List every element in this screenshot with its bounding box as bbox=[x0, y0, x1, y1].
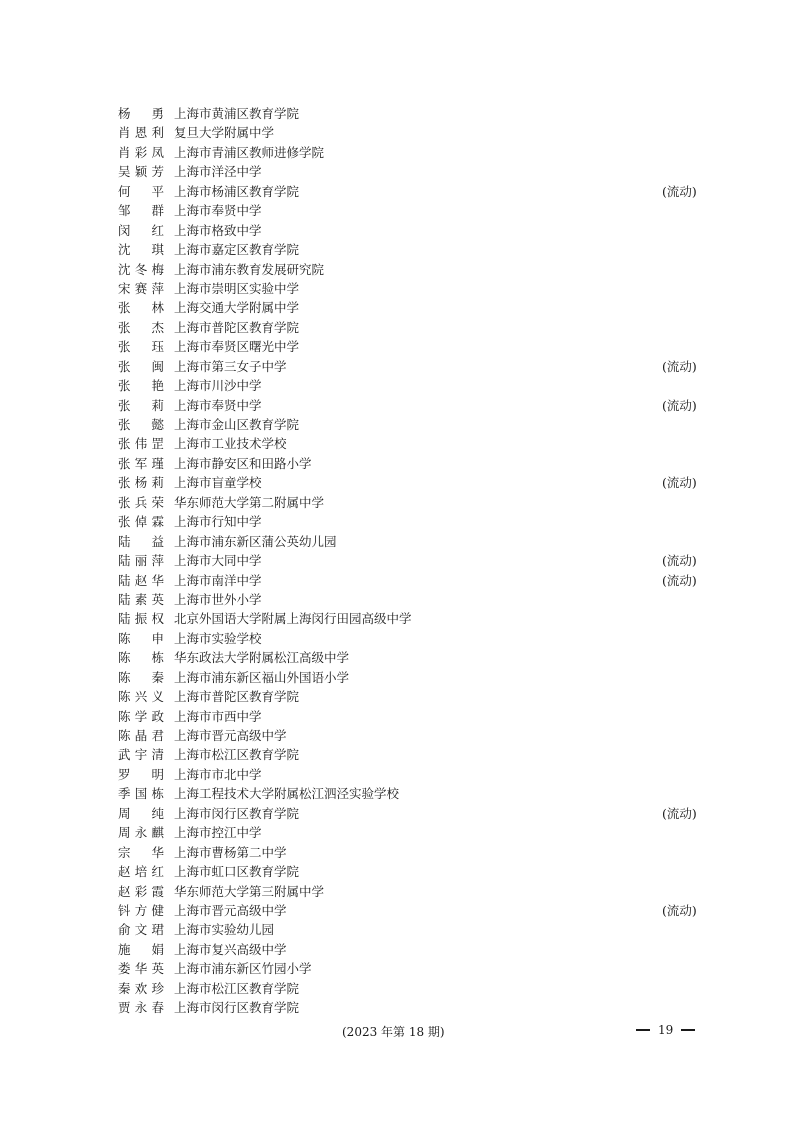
list-item bbox=[118, 376, 718, 395]
list-item bbox=[118, 434, 718, 453]
person-name: 张 莉 bbox=[118, 397, 164, 413]
list-item bbox=[118, 551, 718, 570]
organization-name: 上海市崇明区实验中学 bbox=[174, 280, 300, 296]
list-item bbox=[118, 648, 718, 667]
person-name: 张 珏 bbox=[118, 339, 164, 355]
organization-name: 上海市晋元高级中学 bbox=[174, 902, 287, 918]
list-item bbox=[118, 532, 718, 551]
list-item bbox=[118, 998, 718, 1017]
list-item bbox=[118, 901, 718, 920]
person-name: 陈 申 bbox=[118, 630, 164, 646]
mobile-note: (流动) bbox=[662, 553, 697, 569]
page-number-value: 19 bbox=[658, 1023, 674, 1037]
person-name: 武宇清 bbox=[118, 747, 164, 763]
mobile-note: (流动) bbox=[662, 572, 697, 588]
list-item bbox=[118, 823, 718, 842]
organization-name: 上海市复兴高级中学 bbox=[174, 941, 287, 957]
organization-name: 上海市第三女子中学 bbox=[174, 358, 287, 374]
person-name: 陆丽萍 bbox=[118, 553, 164, 569]
organization-name: 上海市奉贤区曙光中学 bbox=[174, 339, 300, 355]
person-name: 陆 益 bbox=[118, 533, 164, 549]
list-item bbox=[118, 629, 718, 648]
person-name: 张倬霖 bbox=[118, 514, 164, 530]
organization-name: 上海市杨浦区教育学院 bbox=[174, 183, 300, 199]
organization-name: 上海市曹杨第二中学 bbox=[174, 844, 287, 860]
person-name: 宗 华 bbox=[118, 844, 164, 860]
mobile-note: (流动) bbox=[662, 183, 697, 199]
list-item bbox=[118, 279, 718, 298]
list-item bbox=[118, 687, 718, 706]
organization-name: 上海市行知中学 bbox=[174, 514, 262, 530]
list-item bbox=[118, 454, 718, 473]
organization-name: 华东师范大学第三附属中学 bbox=[174, 883, 325, 899]
list-item bbox=[118, 337, 718, 356]
mobile-note: (流动) bbox=[662, 358, 697, 374]
organization-name: 上海市实验幼儿园 bbox=[174, 922, 275, 938]
person-name: 陆素英 bbox=[118, 591, 164, 607]
person-name: 陈晶君 bbox=[118, 728, 164, 743]
person-name: 周永麒 bbox=[118, 825, 164, 841]
organization-name: 上海市浦东新区竹园小学 bbox=[174, 961, 312, 977]
person-name: 陈兴义 bbox=[118, 689, 164, 705]
person-name: 陈学政 bbox=[118, 708, 164, 724]
list-item bbox=[118, 784, 718, 803]
list-item bbox=[118, 804, 718, 823]
list-item bbox=[118, 240, 718, 259]
person-name: 张 杰 bbox=[118, 319, 164, 335]
list-item bbox=[118, 940, 718, 959]
list-item bbox=[118, 745, 718, 764]
list-item bbox=[118, 590, 718, 609]
person-name: 张伟罡 bbox=[118, 436, 164, 452]
organization-name: 复旦大学附属中学 bbox=[174, 125, 275, 141]
list-item bbox=[118, 979, 718, 998]
dash-left bbox=[636, 1029, 650, 1031]
person-name: 张 闽 bbox=[118, 358, 164, 374]
list-item bbox=[118, 493, 718, 512]
person-name: 杨 勇 bbox=[118, 106, 164, 121]
list-item bbox=[118, 668, 718, 687]
organization-name: 上海市嘉定区教育学院 bbox=[174, 242, 300, 258]
mobile-note: (流动) bbox=[662, 805, 697, 821]
person-name: 季国栋 bbox=[118, 786, 164, 802]
person-name: 贾永春 bbox=[118, 1000, 164, 1016]
list-item bbox=[118, 609, 718, 628]
organization-name: 上海市奉贤中学 bbox=[174, 203, 262, 219]
organization-name: 上海市青浦区教师进修学院 bbox=[174, 144, 325, 160]
person-name: 陈 栋 bbox=[118, 650, 164, 666]
organization-name: 上海市南洋中学 bbox=[174, 572, 262, 588]
person-name: 张 艳 bbox=[118, 378, 164, 394]
person-name: 宋赛萍 bbox=[118, 280, 164, 296]
organization-name: 上海市世外小学 bbox=[174, 591, 262, 607]
person-name: 邹 群 bbox=[118, 203, 164, 219]
list-item bbox=[118, 920, 718, 939]
person-name: 张兵荣 bbox=[118, 494, 164, 510]
list-item bbox=[118, 143, 718, 162]
organization-name: 上海市奉贤中学 bbox=[174, 397, 262, 413]
personnel-list bbox=[118, 104, 718, 1018]
page-number bbox=[636, 1023, 695, 1037]
list-item bbox=[118, 298, 718, 317]
person-name: 赵彩霞 bbox=[118, 883, 164, 899]
person-name: 沈 琪 bbox=[118, 242, 164, 258]
organization-name: 上海市闵行区教育学院 bbox=[174, 805, 300, 821]
list-item bbox=[118, 415, 718, 434]
organization-name: 上海市格致中学 bbox=[174, 222, 262, 238]
list-item bbox=[118, 882, 718, 901]
person-name: 肖恩利 bbox=[118, 125, 164, 141]
organization-name: 北京外国语大学附属上海闵行田园高级中学 bbox=[174, 611, 412, 627]
person-name: 肖彩凤 bbox=[118, 144, 164, 160]
organization-name: 上海市川沙中学 bbox=[174, 378, 262, 394]
person-name: 沈冬梅 bbox=[118, 261, 164, 277]
list-item bbox=[118, 260, 718, 279]
list-item bbox=[118, 201, 718, 220]
organization-name: 上海市虹口区教育学院 bbox=[174, 864, 300, 880]
person-name: 施 娟 bbox=[118, 941, 164, 957]
person-name: 陆振权 bbox=[118, 611, 164, 627]
person-name: 秦欢珍 bbox=[118, 980, 164, 996]
organization-name: 上海市闵行区教育学院 bbox=[174, 1000, 300, 1016]
organization-name: 上海市市西中学 bbox=[174, 708, 262, 724]
list-item bbox=[118, 862, 718, 881]
organization-name: 上海工程技术大学附属松江泗泾实验学校 bbox=[174, 786, 400, 802]
list-item bbox=[118, 357, 718, 376]
organization-name: 上海市晋元高级中学 bbox=[174, 728, 287, 743]
list-item bbox=[118, 959, 718, 978]
person-name: 娄华英 bbox=[118, 961, 164, 977]
list-item bbox=[118, 396, 718, 415]
person-name: 吴颖芳 bbox=[118, 164, 164, 180]
person-name: 钭方健 bbox=[118, 902, 164, 918]
list-item bbox=[118, 707, 718, 726]
organization-name: 上海市金山区教育学院 bbox=[174, 417, 300, 432]
person-name: 张军瑾 bbox=[118, 455, 164, 471]
organization-name: 上海市市北中学 bbox=[174, 766, 262, 782]
list-item bbox=[118, 726, 718, 745]
list-item bbox=[118, 843, 718, 862]
person-name: 张 林 bbox=[118, 300, 164, 316]
mobile-note: (流动) bbox=[662, 475, 697, 491]
mobile-note: (流动) bbox=[662, 397, 697, 413]
list-item bbox=[118, 162, 718, 181]
organization-name: 华东师范大学第二附属中学 bbox=[174, 494, 325, 510]
list-item bbox=[118, 182, 718, 201]
page-footer bbox=[0, 1023, 793, 1043]
mobile-note: (流动) bbox=[662, 902, 697, 918]
person-name: 张 懿 bbox=[118, 417, 164, 432]
person-name: 陈 秦 bbox=[118, 669, 164, 685]
organization-name: 上海市实验学校 bbox=[174, 630, 262, 646]
person-name: 何 平 bbox=[118, 183, 164, 199]
organization-name: 上海市普陀区教育学院 bbox=[174, 319, 300, 335]
list-item bbox=[118, 765, 718, 784]
list-item bbox=[118, 318, 718, 337]
list-item bbox=[118, 512, 718, 531]
organization-name: 上海市静安区和田路小学 bbox=[174, 455, 312, 471]
issue-label: (2023 年第 18 期) bbox=[342, 1025, 445, 1039]
organization-name: 上海市盲童学校 bbox=[174, 475, 262, 491]
list-item bbox=[118, 473, 718, 492]
organization-name: 上海市洋泾中学 bbox=[174, 164, 262, 180]
organization-name: 上海市浦东新区蒲公英幼儿园 bbox=[174, 533, 337, 549]
organization-name: 上海市浦东教育发展研究院 bbox=[174, 261, 325, 277]
person-name: 闵 红 bbox=[118, 222, 164, 238]
organization-name: 上海市控江中学 bbox=[174, 825, 262, 841]
list-item bbox=[118, 123, 718, 142]
organization-name: 上海交通大学附属中学 bbox=[174, 300, 300, 316]
person-name: 赵培红 bbox=[118, 864, 164, 880]
organization-name: 上海市松江区教育学院 bbox=[174, 747, 300, 763]
organization-name: 上海市浦东新区福山外国语小学 bbox=[174, 669, 350, 685]
organization-name: 上海市黄浦区教育学院 bbox=[174, 106, 300, 121]
person-name: 陆赵华 bbox=[118, 572, 164, 588]
dash-right bbox=[681, 1029, 695, 1031]
list-item bbox=[118, 571, 718, 590]
list-item bbox=[118, 221, 718, 240]
organization-name: 华东政法大学附属松江高级中学 bbox=[174, 650, 350, 666]
organization-name: 上海市松江区教育学院 bbox=[174, 980, 300, 996]
person-name: 罗 明 bbox=[118, 766, 164, 782]
person-name: 周 纯 bbox=[118, 805, 164, 821]
person-name: 俞文珺 bbox=[118, 922, 164, 938]
organization-name: 上海市工业技术学校 bbox=[174, 436, 287, 452]
list-item bbox=[118, 104, 718, 123]
person-name: 张杨莉 bbox=[118, 475, 164, 491]
organization-name: 上海市大同中学 bbox=[174, 553, 262, 569]
organization-name: 上海市普陀区教育学院 bbox=[174, 689, 300, 705]
